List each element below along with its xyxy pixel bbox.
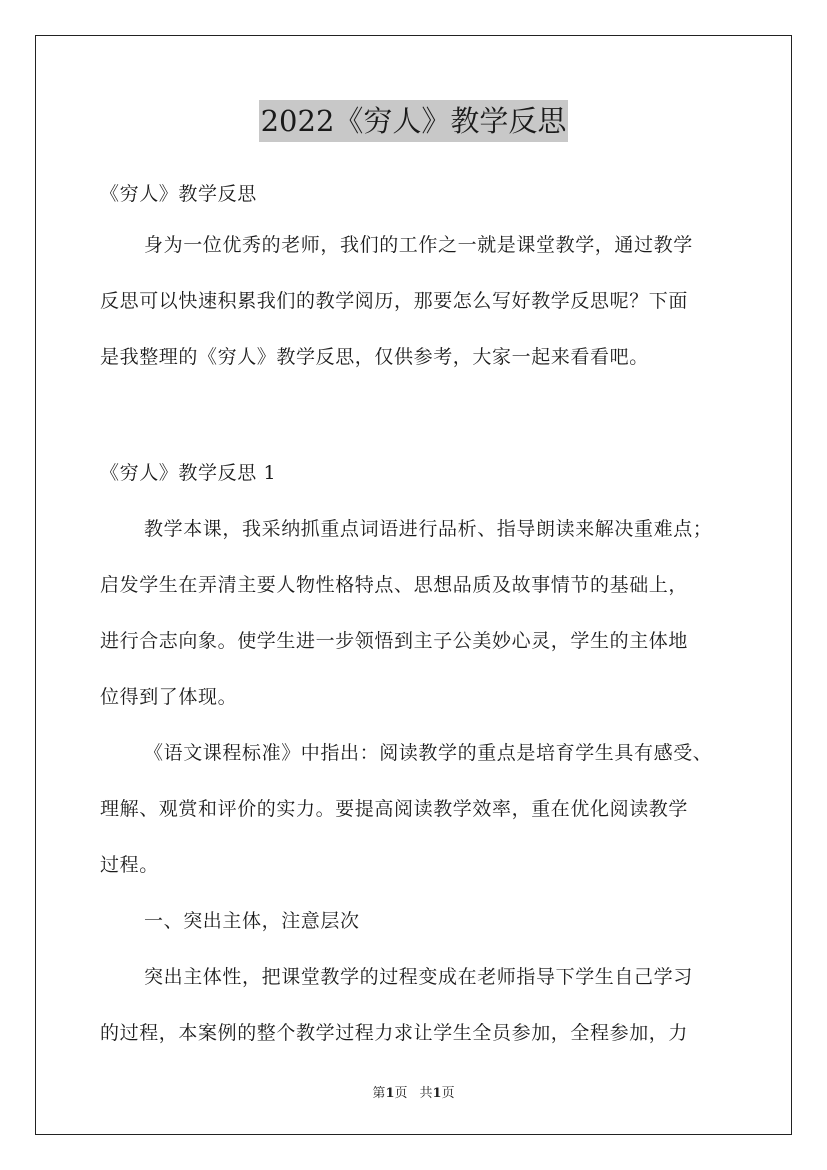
document-title: 2022《穷人》教学反思 — [259, 100, 569, 142]
point1-heading: 一、突出主体，注意层次 — [144, 910, 360, 932]
spacer — [100, 385, 730, 445]
intro-line-1: 身为一位优秀的老师，我们的工作之一就是课堂教学，通过教学 — [144, 234, 693, 256]
para3-line-1: 突出主体性，把课堂教学的过程变成在老师指导下学生自己学习 — [144, 966, 693, 988]
page-footer — [0, 1082, 827, 1101]
title-container — [0, 100, 827, 142]
document-body — [100, 172, 730, 1061]
para1-line-1: 教学本课，我采纳抓重点词语进行品析、指导朗读来解决重难点； — [144, 518, 713, 540]
para1-line-3: 进行合志向象。使学生进一步领悟到主子公美妙心灵，学生的主体地 — [100, 630, 689, 652]
total-prefix: 共 — [419, 1086, 433, 1101]
para2-line-1: 《语文课程标准》中指出：阅读教学的重点是培育学生具有感受、 — [144, 742, 713, 764]
page-number: 1 — [385, 1086, 395, 1101]
page-prefix: 第 — [372, 1086, 386, 1101]
total-number: 1 — [432, 1086, 442, 1101]
para3-line-2: 的过程，本案例的整个教学过程力求让学生全员参加，全程参加，力 — [100, 1022, 689, 1044]
intro-line-2: 反思可以快速积累我们的教学阅历，那要怎么写好教学反思呢？下面 — [100, 290, 689, 312]
para2-line-3: 过程。 — [100, 854, 159, 876]
section1-heading: 《穷人》教学反思 1 — [100, 462, 277, 484]
total-suffix: 页 — [441, 1086, 455, 1101]
para1-line-2: 启发学生在弄清主要人物性格特点、思想品质及故事情节的基础上， — [100, 574, 689, 596]
subtitle: 《穷人》教学反思 — [100, 183, 257, 205]
page-suffix: 页 — [394, 1086, 408, 1101]
para2-line-2: 理解、观赏和评价的实力。要提高阅读教学效率，重在优化阅读教学 — [100, 798, 689, 820]
intro-line-3: 是我整理的《穷人》教学反思，仅供参考，大家一起来看看吧。 — [100, 346, 649, 368]
para1-line-4: 位得到了体现。 — [100, 686, 238, 708]
